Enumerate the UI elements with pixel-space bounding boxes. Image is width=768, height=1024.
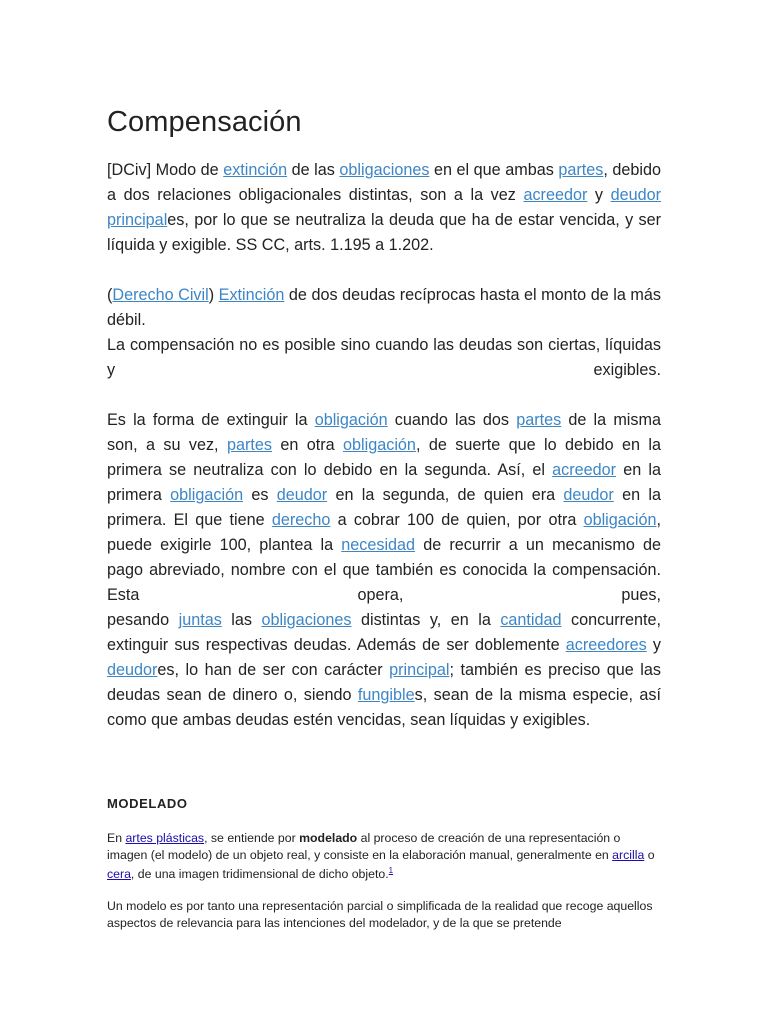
text-run: [DCiv] Modo de xyxy=(107,161,224,179)
definition-paragraph-2a xyxy=(107,283,661,333)
definition-paragraph-3b xyxy=(107,608,661,733)
link-partes-2[interactable]: partes xyxy=(516,411,562,429)
link-cera[interactable]: cera xyxy=(107,867,131,882)
text-run: Es la forma de extinguir la xyxy=(107,411,315,429)
text-run: de recurrir a un mecanismo de pago abreviado, nombre con el que también es conocida la compensación. Esta opera, pues, xyxy=(107,536,661,604)
link-obligaciones-2[interactable]: obligaciones xyxy=(261,611,352,629)
definition-paragraph-3a xyxy=(107,408,661,608)
link-deudor-4[interactable]: deudor xyxy=(107,661,158,679)
link-obligacion-2[interactable]: obligación xyxy=(343,436,416,454)
text-run: pesando xyxy=(107,611,179,629)
text-run: La compensación no es posible sino cuando las deudas son ciertas, líquidas y exigibles. xyxy=(107,336,661,379)
text-run: es, por lo que se neutraliza la deuda que ha de estar vencida, y ser líquida y exigible. SS CC, arts. 1.195 a 1.202. xyxy=(107,211,661,254)
link-principal-2[interactable]: principal xyxy=(389,661,450,679)
link-deudor-3[interactable]: deudor xyxy=(563,486,614,504)
text-run: ) xyxy=(208,286,219,304)
text-run: s, sean de la misma especie, así como que ambas deudas estén vencidas, sean líquidas y exigibles. xyxy=(107,686,661,729)
link-deudor[interactable]: deudor xyxy=(610,186,661,204)
text-run: ; también es preciso que las deudas sean de dinero o, siendo xyxy=(107,661,662,704)
text-run: de dos deudas recíprocas hasta el monto de la más débil. xyxy=(107,286,661,329)
link-acreedores[interactable]: acreedores xyxy=(565,636,647,654)
text-run: cuando las dos xyxy=(387,411,517,429)
section-heading-modelado: MODELADO xyxy=(107,796,188,811)
text-run: , de una imagen tridimensional de dicho objeto. xyxy=(130,867,389,882)
text-run: en la primera. El que tiene xyxy=(107,486,662,529)
text-run: es xyxy=(243,486,277,504)
link-artes-plasticas[interactable]: artes plásticas xyxy=(125,831,205,845)
text-run: es, lo han de ser con carácter xyxy=(157,661,390,679)
link-derecho[interactable]: derecho xyxy=(271,511,331,529)
text-run: ( xyxy=(107,286,113,304)
text-run: y xyxy=(646,636,661,654)
text-run: , de suerte que lo debido en la primera se neutraliza con lo debido en la segunda. Así, el xyxy=(107,436,661,479)
bold-term: modelado xyxy=(299,831,358,845)
modelado-paragraph-1 xyxy=(107,830,661,883)
link-principal[interactable]: principal xyxy=(107,211,168,229)
link-necesidad[interactable]: necesidad xyxy=(341,536,416,554)
text-run: , puede exigirle 100, plantea la xyxy=(107,511,661,554)
link-extincion[interactable]: extinción xyxy=(223,161,288,179)
footnote-ref[interactable]: 1 xyxy=(388,866,394,875)
link-obligacion-4[interactable]: obligación xyxy=(583,511,657,529)
link-partes-3[interactable]: partes xyxy=(226,436,272,454)
text-run: , debido a dos relaciones obligacionales distintas, son a la vez xyxy=(107,161,661,204)
link-acreedor[interactable]: acreedor xyxy=(523,186,588,204)
text-run: , se entiende por xyxy=(204,831,300,845)
text-run: de la misma son, a su vez, xyxy=(107,411,661,454)
text-run: y xyxy=(587,186,611,204)
link-extincion-2[interactable]: Extinción xyxy=(218,286,285,304)
text-run: concurrente, extinguir sus respectivas deudas. Además de ser doblemente xyxy=(107,611,661,654)
text-run: en el que ambas xyxy=(429,161,559,179)
text-run: en otra xyxy=(271,436,344,454)
text-run: en la primera xyxy=(107,461,661,504)
text-run: al proceso de creación de una representación o imagen (el modelo) de un objeto real, y consiste en la elaboración manual, generalmente en xyxy=(107,831,621,862)
link-juntas[interactable]: juntas xyxy=(178,611,222,629)
text-run: las xyxy=(221,611,262,629)
link-partes[interactable]: partes xyxy=(558,161,604,179)
page-title: Compensación xyxy=(107,106,302,138)
text-run: o xyxy=(644,847,655,862)
definition-paragraph-2b xyxy=(107,333,661,383)
link-obligacion[interactable]: obligación xyxy=(314,411,388,429)
text-run: En xyxy=(107,831,126,845)
text-run: a cobrar 100 de quien, por otra xyxy=(330,511,584,529)
text-run: de las xyxy=(287,161,340,179)
definition-paragraph-1 xyxy=(107,158,661,258)
text-run: en la segunda, de quien era xyxy=(327,486,564,504)
link-fungible[interactable]: fungible xyxy=(357,686,415,704)
link-derecho-civil[interactable]: Derecho Civil xyxy=(112,286,209,304)
link-arcilla[interactable]: arcilla xyxy=(612,847,645,862)
link-acreedor-2[interactable]: acreedor xyxy=(552,461,617,479)
link-obligacion-3[interactable]: obligación xyxy=(170,486,244,504)
link-cantidad[interactable]: cantidad xyxy=(500,611,562,629)
link-deudor-2[interactable]: deudor xyxy=(276,486,328,504)
modelado-paragraph-2: Un modelo es por tanto una representación parcial o simplificada de la realidad que recoge aquellos aspectos de relevancia para las intenciones del modelador, y de la que se pretende xyxy=(107,899,653,930)
text-run: distintas y, en la xyxy=(351,611,501,629)
link-obligaciones[interactable]: obligaciones xyxy=(339,161,430,179)
